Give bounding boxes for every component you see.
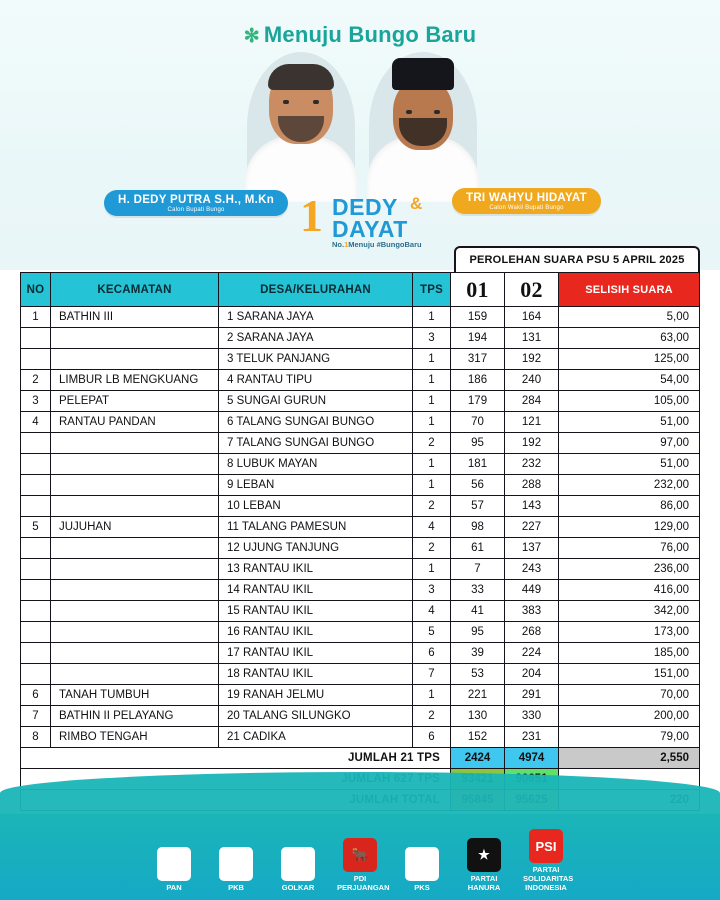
row-tps: 1 [413,685,451,706]
row-selisih: 232,00 [559,475,700,496]
row-tps: 3 [413,580,451,601]
table-row [21,349,700,370]
row-votes-02: 192 [505,349,559,370]
row-votes-02: 383 [505,601,559,622]
row-no: 8 [21,727,51,748]
row-kecamatan: LIMBUR LB MENGKUANG [51,370,219,391]
party-name: PARTAI SOLIDARITAS INDONESIA [523,865,574,892]
candidate-right-role: Calon Wakil Bupati Bungo [489,204,564,211]
candidate-left-name-pill [104,190,288,216]
row-kecamatan [51,454,219,475]
row-kecamatan [51,664,219,685]
row-votes-01: 57 [451,496,505,517]
row-desa: 14 RANTAU IKIL [219,580,413,601]
row-no [21,496,51,517]
row-no [21,664,51,685]
col-no: NO [21,273,51,307]
eye-icon [313,100,319,104]
row-kecamatan [51,496,219,517]
row-desa: 17 RANTAU IKIL [219,643,413,664]
row-tps: 6 [413,727,451,748]
row-tps: 1 [413,391,451,412]
row-selisih: 129,00 [559,517,700,538]
row-tps: 2 [413,496,451,517]
row-selisih: 185,00 [559,643,700,664]
row-votes-02: 231 [505,727,559,748]
row-kecamatan: RIMBO TENGAH [51,727,219,748]
row-votes-01: 194 [451,328,505,349]
row-tps: 2 [413,538,451,559]
row-votes-01: 95 [451,433,505,454]
row-selisih: 125,00 [559,349,700,370]
party-logo-item [275,847,321,892]
row-selisih: 76,00 [559,538,700,559]
row-votes-01: 61 [451,538,505,559]
row-desa: 6 TALANG SUNGAI BUNGO [219,412,413,433]
candidate-left-name: H. DEDY PUTRA S.H., M.Kn [118,193,275,206]
row-no: 4 [21,412,51,433]
row-votes-01: 39 [451,643,505,664]
table-row [21,643,700,664]
row-kecamatan [51,643,219,664]
party-name: PKS [414,883,430,892]
summary-label: JUMLAH 21 TPS [21,748,451,769]
campaign-slogan: ✻ Menuju Bungo Baru [243,22,477,47]
row-votes-02: 291 [505,685,559,706]
leaf-icon: ✻ [243,26,260,47]
row-votes-01: 7 [451,559,505,580]
row-votes-02: 449 [505,580,559,601]
row-desa: 21 CADIKA [219,727,413,748]
col-desa: DESA/KELURAHAN [219,273,413,307]
ticket-logo [300,192,430,254]
row-selisih: 342,00 [559,601,700,622]
row-no: 3 [21,391,51,412]
row-selisih: 5,00 [559,307,700,328]
row-desa: 1 SARANA JAYA [219,307,413,328]
row-desa: 10 LEBAN [219,496,413,517]
col-kecamatan: KECAMATAN [51,273,219,307]
row-kecamatan [51,328,219,349]
row-no: 2 [21,370,51,391]
row-selisih: 86,00 [559,496,700,517]
row-kecamatan: BATHIN III [51,307,219,328]
col-selisih: SELISIH SUARA [559,273,700,307]
candidate-left-photo [247,52,355,202]
party-logo-item [523,829,574,892]
coalition-party-logos [0,829,720,892]
row-kecamatan: TANAH TUMBUH [51,685,219,706]
party-name: PKB [228,883,244,892]
table-row [21,559,700,580]
results-table-container [20,254,700,811]
row-votes-02: 164 [505,307,559,328]
row-kecamatan [51,580,219,601]
row-kecamatan [51,433,219,454]
footer-wave [0,772,720,814]
ticket-name-line1: DEDY [332,194,398,220]
row-tps: 1 [413,370,451,391]
row-no [21,580,51,601]
table-row [21,307,700,328]
row-votes-02: 224 [505,643,559,664]
row-selisih: 51,00 [559,412,700,433]
row-votes-01: 181 [451,454,505,475]
col-candidate-01: 01 [451,273,505,307]
row-tps: 7 [413,664,451,685]
row-tps: 6 [413,643,451,664]
row-desa: 5 SUNGAI GURUN [219,391,413,412]
psi-logo-icon: PSI [529,829,563,863]
row-votes-01: 33 [451,580,505,601]
party-logo-item [151,847,197,892]
songkok-cap-icon [392,58,454,90]
pdip-logo-icon: 🐂 [343,838,377,872]
pan-logo-icon: ▞ [157,847,191,881]
row-no: 5 [21,517,51,538]
row-votes-02: 240 [505,370,559,391]
row-no: 7 [21,706,51,727]
row-tps: 1 [413,412,451,433]
row-tps: 1 [413,559,451,580]
row-votes-02: 232 [505,454,559,475]
row-votes-02: 192 [505,433,559,454]
row-no [21,622,51,643]
row-votes-01: 179 [451,391,505,412]
party-logo-item [337,838,390,892]
row-votes-01: 186 [451,370,505,391]
party-logo-item [213,847,259,892]
row-tps: 4 [413,517,451,538]
row-selisih: 63,00 [559,328,700,349]
party-logo-item [461,838,507,892]
table-row [21,433,700,454]
candidate-left-role: Calon Bupati Bungo [167,206,225,213]
row-kecamatan [51,538,219,559]
row-kecamatan: JUJUHAN [51,517,219,538]
table-row [21,328,700,349]
hanura-logo-icon: ★ [467,838,501,872]
row-selisih: 105,00 [559,391,700,412]
row-kecamatan [51,349,219,370]
table-body [21,307,700,811]
golkar-logo-icon: 🜊 [281,847,315,881]
table-row [21,412,700,433]
row-selisih: 54,00 [559,370,700,391]
summary-row [21,748,700,769]
row-desa: 11 TALANG PAMESUN [219,517,413,538]
ticket-number: 1 [300,190,323,241]
table-row [21,538,700,559]
candidate-right-name: TRI WAHYU HIDAYAT [466,191,587,204]
table-row [21,391,700,412]
table-row [21,496,700,517]
col-candidate-02: 02 [505,273,559,307]
row-no [21,643,51,664]
row-desa: 18 RANTAU IKIL [219,664,413,685]
row-votes-02: 143 [505,496,559,517]
table-header-row [21,273,700,307]
table-row [21,454,700,475]
summary-selisih: 2,550 [559,748,700,769]
row-no [21,454,51,475]
row-votes-02: 330 [505,706,559,727]
row-votes-01: 98 [451,517,505,538]
row-no [21,538,51,559]
row-votes-01: 159 [451,307,505,328]
row-votes-02: 284 [505,391,559,412]
psu-title-banner: PEROLEHAN SUARA PSU 5 APRIL 2025 [454,246,700,272]
row-tps: 1 [413,454,451,475]
row-desa: 12 UJUNG TANJUNG [219,538,413,559]
row-votes-01: 221 [451,685,505,706]
row-votes-02: 121 [505,412,559,433]
row-desa: 16 RANTAU IKIL [219,622,413,643]
table-row [21,685,700,706]
row-tps: 1 [413,349,451,370]
row-desa: 9 LEBAN [219,475,413,496]
ticket-tagline: No.1Menuju #BungoBaru [332,240,422,249]
ticket-ampersand: & [410,194,423,213]
row-votes-02: 137 [505,538,559,559]
footer-bar [0,814,720,900]
row-selisih: 151,00 [559,664,700,685]
row-kecamatan: BATHIN II PELAYANG [51,706,219,727]
pks-logo-icon: )) [405,847,439,881]
row-kecamatan [51,475,219,496]
party-name: GOLKAR [281,883,315,892]
party-logo-item [399,847,445,892]
ticket-name-line2: DAYAT [332,216,408,242]
row-selisih: 416,00 [559,580,700,601]
pkb-logo-icon: ☪ [219,847,253,881]
row-votes-02: 243 [505,559,559,580]
row-desa: 19 RANAH JELMU [219,685,413,706]
row-votes-01: 152 [451,727,505,748]
eye-icon [406,110,412,114]
row-votes-02: 268 [505,622,559,643]
table-row [21,475,700,496]
party-name: PAN [166,883,182,892]
row-desa: 4 RANTAU TIPU [219,370,413,391]
row-votes-02: 227 [505,517,559,538]
row-tps: 1 [413,475,451,496]
row-no [21,475,51,496]
row-votes-01: 70 [451,412,505,433]
row-selisih: 79,00 [559,727,700,748]
row-no: 6 [21,685,51,706]
row-votes-01: 41 [451,601,505,622]
row-kecamatan [51,601,219,622]
summary-votes-01: 2424 [451,748,505,769]
row-tps: 4 [413,601,451,622]
row-tps: 5 [413,622,451,643]
row-no [21,328,51,349]
row-selisih: 97,00 [559,433,700,454]
table-row [21,370,700,391]
row-desa: 2 SARANA JAYA [219,328,413,349]
row-desa: 15 RANTAU IKIL [219,601,413,622]
header-banner [0,0,720,270]
row-no: 1 [21,307,51,328]
row-no [21,349,51,370]
row-selisih: 200,00 [559,706,700,727]
row-kecamatan [51,559,219,580]
row-no [21,601,51,622]
party-name: PARTAI HANURA [467,874,501,892]
table-row [21,706,700,727]
results-table [20,272,700,811]
row-selisih: 51,00 [559,454,700,475]
row-kecamatan [51,622,219,643]
eye-icon [434,110,440,114]
row-votes-01: 95 [451,622,505,643]
row-desa: 20 TALANG SILUNGKO [219,706,413,727]
table-row [21,601,700,622]
row-desa: 3 TELUK PANJANG [219,349,413,370]
row-no [21,559,51,580]
row-desa: 7 TALANG SUNGAI BUNGO [219,433,413,454]
candidate-left-hair [268,64,334,90]
table-row [21,727,700,748]
row-selisih: 70,00 [559,685,700,706]
col-tps: TPS [413,273,451,307]
row-votes-01: 130 [451,706,505,727]
row-votes-01: 53 [451,664,505,685]
party-name: PDI PERJUANGAN [337,874,390,892]
row-tps: 1 [413,307,451,328]
row-desa: 8 LUBUK MAYAN [219,454,413,475]
row-votes-02: 204 [505,664,559,685]
row-desa: 13 RANTAU IKIL [219,559,413,580]
table-row [21,517,700,538]
table-row [21,664,700,685]
row-votes-02: 131 [505,328,559,349]
row-selisih: 236,00 [559,559,700,580]
row-tps: 3 [413,328,451,349]
row-votes-01: 56 [451,475,505,496]
candidate-right-name-pill [452,188,601,214]
candidate-right-photo [369,52,477,202]
row-kecamatan: RANTAU PANDAN [51,412,219,433]
row-kecamatan: PELEPAT [51,391,219,412]
row-selisih: 173,00 [559,622,700,643]
summary-votes-02: 4974 [505,748,559,769]
table-row [21,580,700,601]
table-row [21,622,700,643]
eye-icon [283,100,289,104]
row-votes-02: 288 [505,475,559,496]
row-no [21,433,51,454]
row-votes-01: 317 [451,349,505,370]
row-tps: 2 [413,433,451,454]
row-tps: 2 [413,706,451,727]
